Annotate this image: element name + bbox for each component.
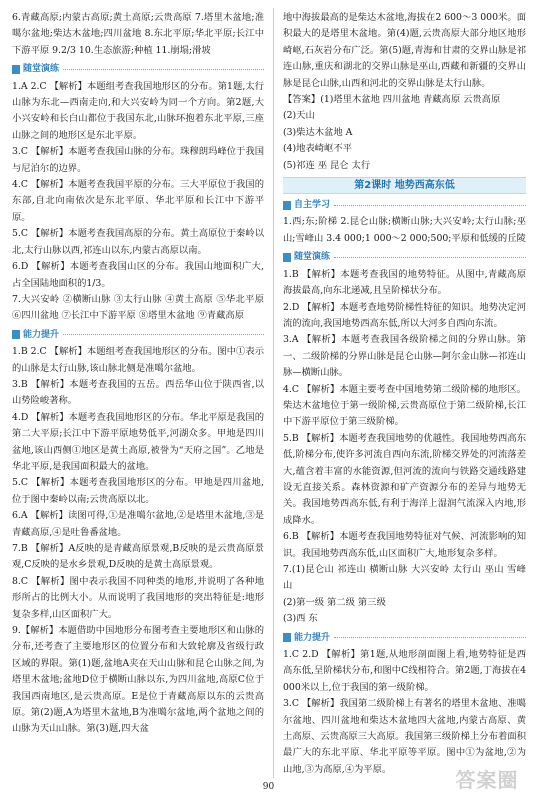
answer-paragraph: 7.大兴安岭 ②横断山脉 ③太行山脉 ④黄土高原 ⑤华北平原 ⑥四川盆地 ⑦长江中下游平原 ⑧塔里木盆地 ⑨青藏高原 [12, 293, 264, 322]
answer-paragraph: 6.D 【解析】本题考查我国山区的分布。我国山地面积广大,占全国陆地面积的1/3。 [12, 261, 264, 289]
section-header-label: 能力提升 [23, 329, 60, 340]
section-marker-icon [283, 253, 291, 262]
answer-paragraph: 8.C 【解析】图中表示我国不同种类的地形,并说明了各种地形所占的比例大小。从而说明了我国地形的突出特征是:地形复杂多样,山区面积广大。 [12, 575, 264, 620]
answer-paragraph: (2)第一级 第二级 第三级 [283, 596, 386, 608]
answer-key-line: 【答案】(1)塔里木盆地 四川盆地 青藏高原 云贵高原 [283, 94, 501, 106]
answer-paragraph: 3.A 【解析】本题考查我国各级阶梯之间的分界山脉。第一、二级阶梯的分界山脉是昆仑山脉—阿尔金山脉—祁连山脉—横断山脉。 [283, 334, 526, 379]
left-top-answers: 6.青藏高原;内蒙古高原;黄土高原;云贵高原 7.塔里木盆地;准噶尔盆地;柴达木盆地;四川盆地 8.东北平原;华北平原;长江中下游平原 9.2/3 10.生态旅游;种植 11.崩塌;滑坡 [12, 12, 264, 56]
watermark-text: 答案圈 [455, 767, 519, 792]
answer-paragraph: 1.B 【解析】本题考查我国的地势特征。从图中,青藏高原海拔最高,向东北递减,且呈阶梯状分布。 [283, 268, 526, 297]
answer-paragraph: (3)西 东 [283, 613, 318, 625]
answer-paragraph: 1.B 2.C 【解析】本题组考查我国地形区的分布。图中①表示的山脉是太行山脉,该山脉北侧是准噶尔盆地。 [12, 346, 264, 374]
answer-paragraph: 7.(1)昆仑山 祁连山 横断山脉 大兴安岭 太行山 巫山 雪峰山 [283, 564, 526, 592]
column-divider [273, 8, 274, 778]
section-header-label: 自主学习 [294, 200, 331, 211]
answer-paragraph: 7.B 【解析】A反映的是青藏高原景观,B反映的是云贵高原景观,C反映的是水乡景观,D反映的是黄土高原景观。 [12, 543, 264, 571]
answer-paragraph: 3.C 【解析】我国第二级阶梯上有著名的塔里木盆地、准噶尔盆地、四川盆地和柴达木盆地四大盆地,内蒙古高原、黄土高原、云贵高原三大高原。我国第三级阶梯上分布着面积最广大的东北平原、华北平原等平原。图中①为盆地,②为山地,③为高原,④为平原。 [283, 698, 526, 775]
section-marker-icon [12, 330, 20, 339]
left-column [12, 10, 264, 738]
answer-paragraph: 4.C 【解析】本题考查我国平原的分布。三大平原位于我国的东部,自北向南依次是东北平原、华北平原和长江中下游平原。 [12, 179, 264, 223]
section-header-self-study [283, 197, 526, 213]
answer-paragraph: 5.C 【解析】本题考查我国地形区的分布。甲地是四川盆地,位于图中秦岭以南;云贵高原以北。 [12, 477, 264, 505]
right-column [283, 10, 526, 778]
answer-paragraph: 6.A 【解析】读图可得,①是准噶尔盆地,②是塔里木盆地,③是青藏高原,④是吐鲁番盆地。 [12, 510, 264, 538]
section-header-improve [283, 630, 526, 646]
answer-paragraph: 4.C 【解析】本题主要考查中国地势第二级阶梯的地形区。柴达木盆地位于第一级阶梯,云贵高原位于第二级阶梯,长江中下游平原位于第三级阶梯。 [283, 383, 526, 428]
answer-paragraph: 1.C 2.D 【解析】第1题,从地形剖面图上看,地势特征是西高东低,呈阶梯状分布,和图中C线相符合。第2题,丁海拔在4 000米以上,位于我国的第一级阶梯。 [283, 649, 526, 693]
section-header-label: 随堂演练 [294, 252, 331, 263]
answer-key-line: (3)柴达木盆地 A [283, 126, 353, 138]
section-marker-icon [283, 201, 291, 210]
section-header-rule [63, 69, 264, 70]
lesson-title-banner: 第2课时 地势西高东低 [283, 177, 526, 194]
section-marker-icon [12, 65, 20, 74]
answer-paragraph: 地中海拔最高的是柴达木盆地,海拔在2 600～3 000米。面积最大的是塔里木盆地。第(4)题,云贵高原大部分地区地形崎岖,石灰岩分布广泛。第(5)题,青海和甘肃的交界山脉是祁连山脉,重庆和湖北的交界山脉是巫山,西藏和新疆的交界山脉是昆仑山脉,山西和河北的交界山脉是太行山脉。 [283, 12, 526, 89]
section-marker-icon [283, 633, 291, 642]
answer-key-line: (4)地表崎岖不平 [283, 143, 352, 155]
section-header-practice [283, 249, 526, 265]
answer-paragraph: 3.C 【解析】本题考查我国山脉的分布。珠穆朗玛峰位于我国与尼泊尔的边界。 [12, 146, 264, 174]
section-header-practice [12, 61, 264, 77]
answer-paragraph: 1.西;东;阶梯 2.昆仑山脉;横断山脉;大兴安岭;太行山脉;巫山;雪峰山 3.4 000;1 000～2 000;500;平原和低缓的丘陵 [283, 216, 526, 244]
section-header-label: 随堂演练 [23, 64, 60, 75]
answer-paragraph: 1.A 2.C 【解析】本题组考查我国地形区的分布。第1题,太行山脉为东北—西南走向,和大兴安岭为同一个方向。第2题,大小兴安岭和长白山都位于我国东北,山脉环抱着东北平原,三座山脉之间的地形区是东北平原。 [12, 80, 264, 141]
watermark-logo [441, 762, 533, 794]
answer-key-line: (2)天山 [283, 110, 315, 122]
answer-paragraph: 3.B 【解析】本题考查我国的五岳。西岳华山位于陕西省,以山势险峻著称。 [12, 378, 264, 407]
answer-paragraph: 5.B 【解析】本题考查我国地势的优越性。我国地势西高东低,阶梯分布,使许多河流自西向东流,阶梯交界处的河流落差大,蕴含着丰富的水能资源,但河流的流向与铁路交通线路建设无直接关系。森林资源和矿产资源分布的差异与地势无关。我国地势西高东低,有利于海洋上湿润气流深入内地,形成降水。 [283, 432, 526, 526]
answer-paragraph: 6.B 【解析】本题考查我国地势特征对气候、河流影响的知识。我国地势西高东低,山区面积广大,地形复杂多样。 [283, 531, 526, 559]
answer-key-line: (5)祁连 巫 昆仑 太行 [283, 159, 371, 171]
answer-paragraph: 5.C 【解析】本题考查我国高原的分布。黄土高原位于秦岭以北,太行山脉以西,祁连山以东,内蒙古高原以南。 [12, 228, 264, 256]
section-header-improve [12, 327, 264, 343]
answer-paragraph: 4.D 【解析】本题考查我国地形区的分布。华北平原是我国的第二大平原;长江中下游平原地势低平,河湖众多。甲地是四川盆地,该山西侧①地区是黄土高原,被誉为“天府之国”。乙地是华北平原,是我国面积最大的盆地。 [12, 411, 264, 472]
page-number: 90 [262, 782, 275, 792]
section-header-rule [334, 637, 526, 638]
answer-paragraph: 2.D 【解析】本题考查地势阶梯性特征的知识。地势决定河流的流向,我国地势西高东低,所以大河多自西向东流。 [283, 301, 526, 329]
section-header-rule [63, 334, 264, 335]
section-header-rule [334, 205, 526, 206]
section-header-rule [334, 257, 526, 258]
answer-paragraph: 9.【解析】本题借助中国地形分布图考查主要地形区和山脉的分布,还考查了主要地形区的位置分布和大致轮廓及省级行政区域的界限。第(1)题,盆地A夹在天山山脉和昆仑山脉之间,为塔里木盆地;盆地D位于横断山脉以东,为四川盆地,高原C位于我国西南地区,是云贵高原。E是位于青藏高原以东的云贵高原。第(2)题,A为塔里木盆地,B为准噶尔盆地,两个盆地之间的山脉为天山山脉。第(3)题,四大盆 [12, 625, 264, 735]
section-header-label: 能力提升 [294, 632, 331, 643]
